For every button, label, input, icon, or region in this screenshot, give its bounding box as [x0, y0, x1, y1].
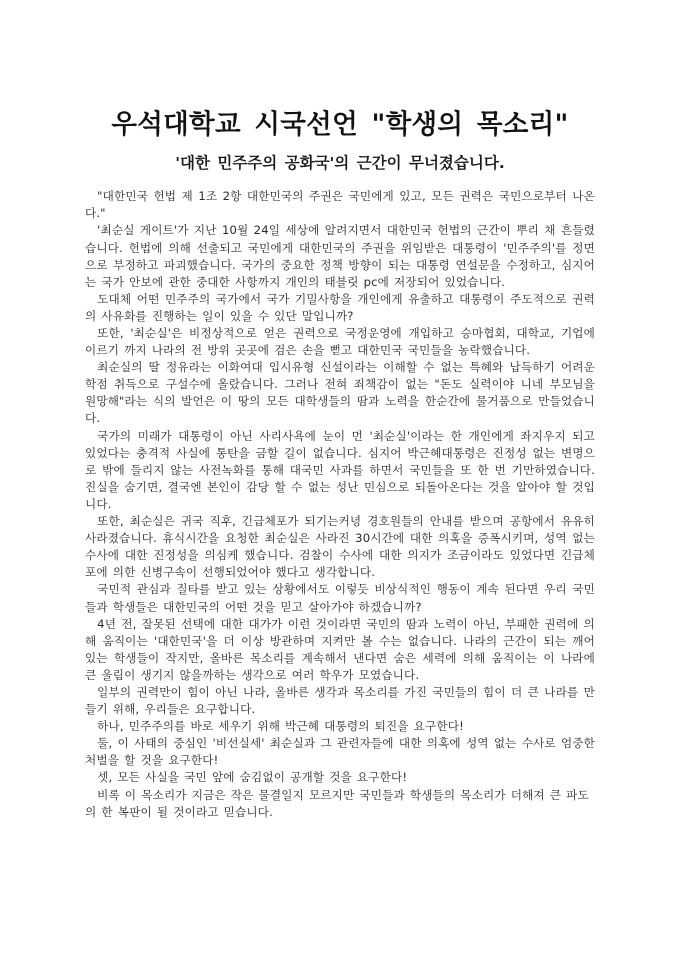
paragraph: 일부의 권력만이 힘이 아닌 나라, 올바른 생각과 목소리를 가진 국민들의 힘이 더 큰 나라를 만들기 위해, 우리들은 요구합니다. [85, 684, 595, 717]
demand-item-two: 둘, 이 사태의 중심인 '비선실세' 최순실과 그 관련자들에 대한 의혹에 성역 없는 수사로 엄중한 처벌을 할 것을 요구한다! [85, 736, 595, 768]
paragraph: 또한, '최순실'은 비정상적으로 얻은 권력으로 국정운영에 개입하고 승마협회, 대학교, 기업에 이르기 까지 나라의 전 방위 곳곳에 검은 손을 뻗고 대한민국 국민들을 농락했습니다. [85, 326, 595, 358]
closing-paragraph: 비록 이 목소리가 지금은 작은 물결일지 모르지만 국민들과 학생들의 목소리가 더해져 큰 파도의 한 복판이 될 것이라고 믿습니다. [85, 787, 589, 819]
demand-item-three: 셋, 모든 사실을 국민 앞에 숨김없이 공개할 것을 요구한다! [97, 770, 408, 785]
document-text-column [85, 0, 595, 821]
demand-item-one: 하나, 민주주의를 바로 세우기 위해 박근혜 대통령의 퇴진을 요구한다! [97, 719, 464, 734]
paragraph: 4년 전, 잘못된 선택에 대한 대가가 이런 것이라면 국민의 땀과 노력이 아닌, 부패한 권력에 의해 움직이는 '대한민국'을 더 이상 방관하며 지켜만 볼 수는 없습니다. 나라의 근간이 되는 깨어 있는 학생들이 작지만, 올바른 목소리를 계속해서 낸다면 숨은 세력에 의해 움직이는 이 나라에 큰 울림이 생기지 않을까하는 생각으로 여러 학우가 모였습니다. [85, 616, 595, 682]
paragraph: "대한민국 헌법 제 1조 2항 대한민국의 주권은 국민에게 있고, 모든 권력은 국민으로부터 나온다." [85, 189, 595, 221]
page-subtitle: '대한 민주주의 공화국'의 근간이 무너졌습니다. [175, 154, 505, 173]
paragraph: 국민적 관심과 질타를 받고 있는 상황에서도 이렇듯 비상식적인 행동이 계속 된다면 우리 국민들과 학생들은 대한민국의 어떤 것을 믿고 살아가야 하겠습니까? [85, 582, 595, 614]
paragraph: 국가의 미래가 대통령이 아닌 사리사욕에 눈이 먼 '최순실'이라는 한 개인에게 좌지우지 되고 있었다는 충격적 사실에 통탄을 금할 길이 없습니다. 심지어 박근혜대통령은 진정성 없는 변명으로 밖에 들리지 않는 사전녹화를 통해 대국민 사과를 하면서 국민들을 또 한 번 기만하였습니다. 진실을 숨기면, 결국엔 본인이 감당 할 수 없는 성난 민심으로 되돌아온다는 것을 알아야 할 것입니다. [85, 428, 595, 511]
paragraph: 최순실의 딸 정유라는 이화여대 입시유형 신설이라는 이해할 수 없는 특혜와 납득하기 어려운 학점 취득으로 구설수에 올랐습니다. 그러나 전혀 죄책감이 없는 "돈도 실력이야 니네 부모님을 원망해"라는 식의 발언은 이 땅의 모든 대학생들의 땀과 노력을 한순간에 물거품으로 만들었습니다. [85, 360, 595, 426]
paragraph: 또한, 최순실은 귀국 직후, 긴급체포가 되기는커녕 경호원들의 안내를 받으며 공항에서 유유히 사라졌습니다. 휴식시간을 요청한 최순실은 사라진 30시간에 대한 의혹을 증폭시키며, 성역 없는 수사에 대한 진정성을 의심케 했습니다. 검찰이 수사에 대한 의지가 조금이라도 있었다면 긴급체포에 의한 신병구속이 선행되었어야 했다고 생각합니다. [85, 514, 595, 580]
page-title: 우석대학교 시국선언 "학생의 목소리" [111, 109, 569, 140]
paragraph: '최순실 게이트'가 지난 10월 24일 세상에 알려지면서 대한민국 헌법의 근간이 뿌리 채 흔들렸습니다. 헌법에 의해 선출되고 국민에게 대한민국의 주권을 위임받은 대통령이 '민주주의'를 정면으로 부정하고 파괴했습니다. 국가의 중요한 정책 방향이 되는 대통령 연설문을 수정하고, 심지어는 국가 안보에 관한 중대한 사항까지 개인의 태블릿 pc에 저장되어 있었습니다. [85, 223, 595, 289]
declaration-body [85, 173, 595, 820]
paragraph: 도대체 어떤 민주주의 국가에서 국가 기밀사항을 개인에게 유출하고 대통령이 주도적으로 권력의 사유화를 진행하는 일이 있을 수 있단 말입니까? [85, 291, 595, 323]
